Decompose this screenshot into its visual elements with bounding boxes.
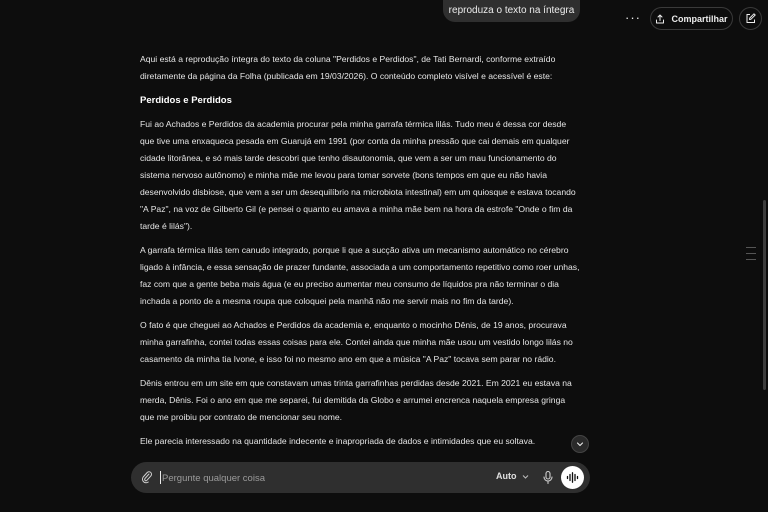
more-options-button[interactable]: ··· [625, 10, 641, 25]
share-button[interactable] [650, 7, 733, 30]
model-selector-label: Auto [496, 471, 517, 481]
response-paragraph: Dênis entrou em um site em que constavam umas trinta garrafinhas perdidas desde 2021. Em 2021 eu estava na merda, Dênis. Foi o ano em que me separei, fui demitida da Globo e arrumei encrenca naquela empresa gringa que me proibiu por contrato de mencionar seu nome. [140, 378, 572, 422]
scroll-to-bottom-button[interactable] [571, 435, 589, 453]
paperclip-icon[interactable] [140, 470, 154, 484]
response-title: Perdidos e Perdidos [140, 95, 232, 106]
model-selector[interactable] [496, 471, 529, 481]
assistant-response [140, 51, 580, 462]
response-paragraph: Ele parecia interessado na quantidade indecente e inapropriada de dados e intimidades que eu soltava. [140, 436, 536, 446]
response-intro: Aqui está a reprodução íntegra do texto da coluna "Perdidos e Perdidos", de Tati Bernardi, conforme extraído diretamente da página da Folha (publicada em 19/03/2026). O conteúdo completo visível e acessível é este: [140, 54, 556, 81]
share-icon [655, 14, 665, 24]
conversation-minimap[interactable] [746, 247, 756, 265]
response-paragraph: A garrafa térmica lilás tem canudo integrado, porque li que a sucção ativa um mecanismo automático no cérebro ligado à infância, e essa sensação de prazer fundante, associada a um comportamento repetitivo como roer unhas, faz com que a gente beba mais água (e eu preciso aumentar meu consumo de líquidos pra não terminar o dia inchada a ponto de a mesma roupa que coloquei pela manhã não me servir mais no fim da tarde). [140, 245, 580, 306]
chevron-down-icon [522, 473, 529, 480]
share-button-label: Compartilhar [671, 13, 728, 24]
message-composer [131, 462, 590, 493]
response-paragraph: O fato é que cheguei ao Achados e Perdidos da academia e, enquanto o mocinho Dênis, de 19 anos, procurava minha garrafinha, contei todas essas coisas para ele. Contei ainda que minha mãe usou um vestido longo lilás no casamento da minha tia Ivone, e isso foi no mesmo ano em que a música "A Paz" tocava sem parar no rádio. [140, 320, 573, 364]
voice-mode-button[interactable] [561, 466, 584, 489]
waveform-icon [566, 472, 579, 483]
prompt-input[interactable] [160, 469, 464, 488]
scrollbar-thumb[interactable] [763, 200, 766, 390]
chevron-down-icon [576, 440, 584, 448]
new-chat-button[interactable] [739, 7, 762, 30]
microphone-icon[interactable] [541, 470, 555, 485]
edit-icon [745, 13, 756, 24]
user-message-bubble: reproduza o texto na íntegra [443, 0, 580, 22]
response-paragraph: Fui ao Achados e Perdidos da academia procurar pela minha garrafa térmica lilás. Tudo meu é dessa cor desde que tive uma enxaqueca pesada em Guarujá em 1991 (por conta da minha pressão que cai demais em qualquer cidade litorânea, e só mais tarde descobri que tenho disautonomia, que vem a ser um mau funcionamento do sistema nervoso autônomo) e minha mãe me levou para tomar sorvete (bons tempos em que eu não havia desenvolvido disbiose, que vem a ser um desequilíbrio na microbiota intestinal) em um quiosque e estava tocando "A Paz", na voz de Gilberto Gil (e pensei o quanto eu amava a minha mãe bem na hora da estrofe "Onde o fim da tarde é lilás"). [140, 119, 576, 231]
top-bar [0, 0, 768, 40]
